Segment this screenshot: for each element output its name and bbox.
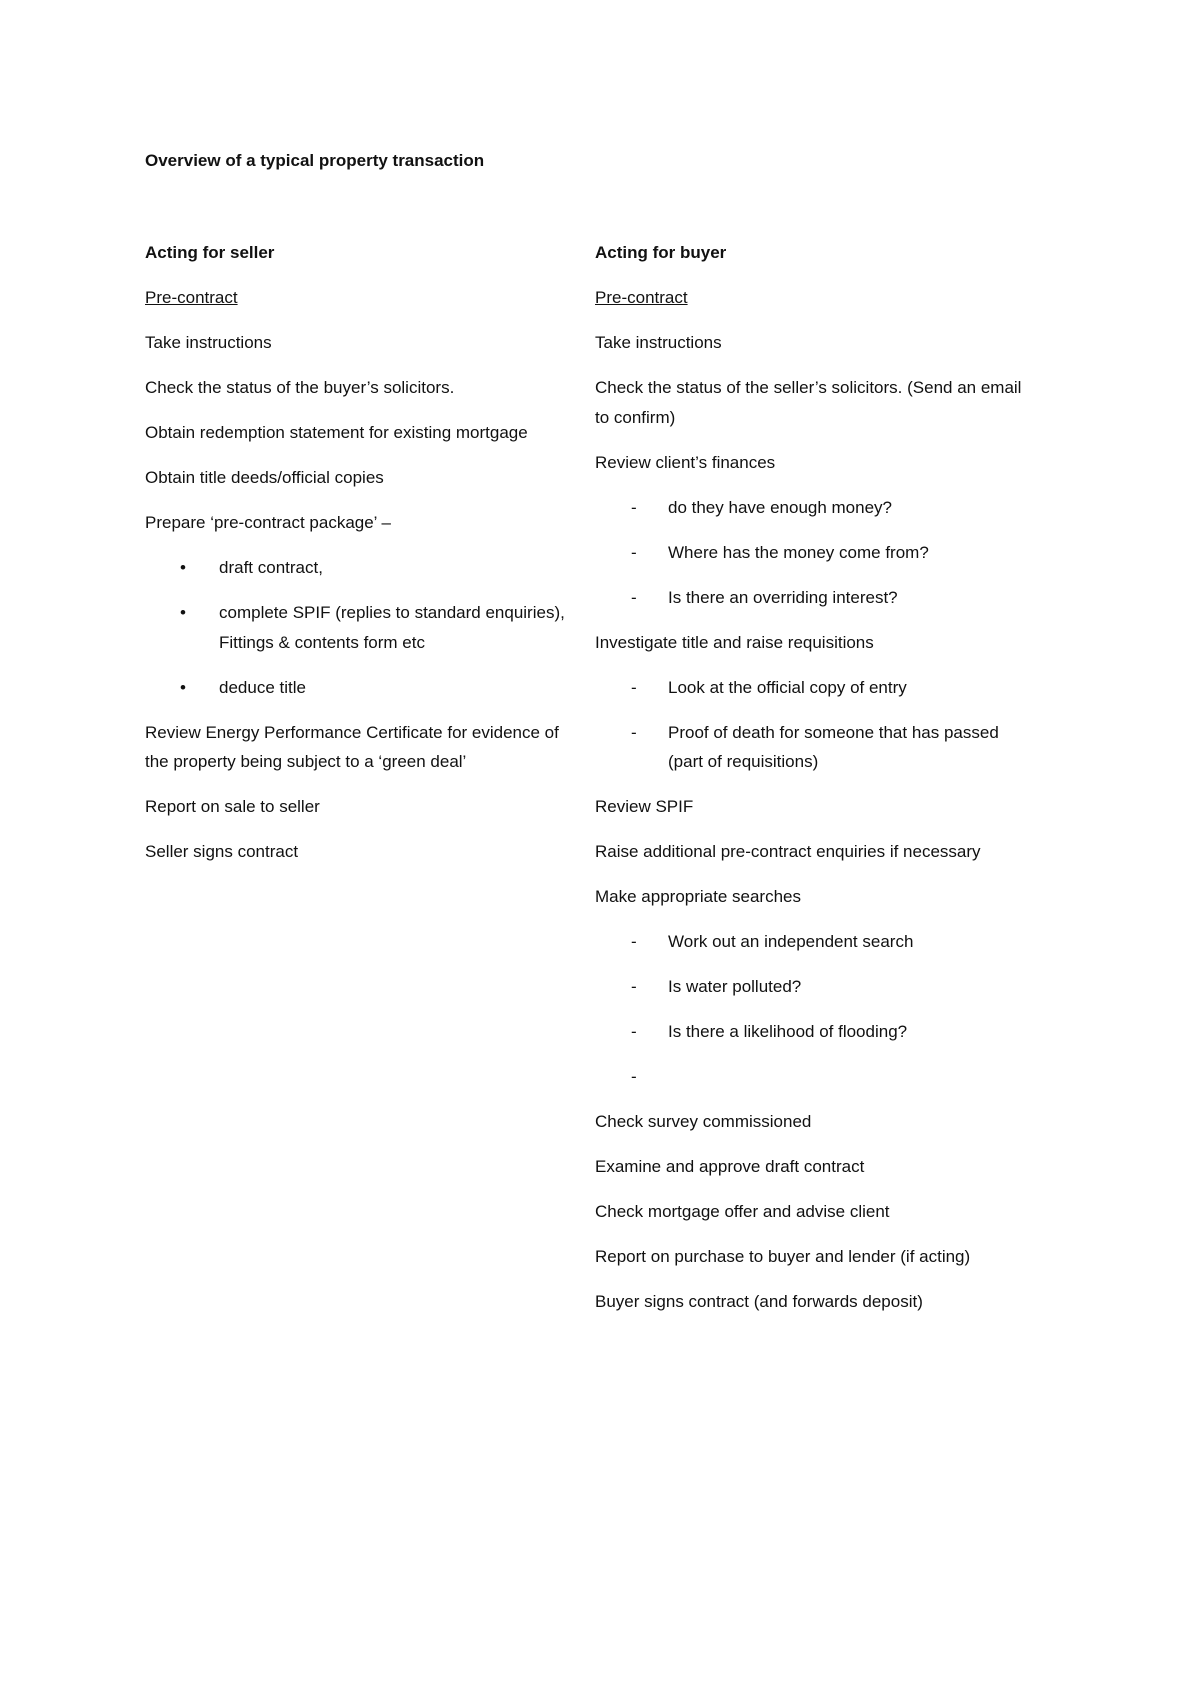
- buyer-column: [595, 238, 1035, 1332]
- dash-item: [595, 927, 1035, 957]
- dash-icon: -: [631, 542, 637, 562]
- dash-icon: -: [631, 977, 637, 996]
- paragraph: Seller signs contract: [145, 842, 299, 861]
- list-item-text: Look at the official copy of entry: [668, 677, 907, 697]
- dash-item: [595, 1062, 1035, 1092]
- seller-column: [145, 238, 577, 882]
- seller-heading: Acting for seller: [145, 243, 275, 262]
- dash-icon: -: [631, 1022, 637, 1041]
- paragraph: Report on sale to seller: [145, 797, 320, 816]
- paragraph: Check the status of the seller’s solicitors. (Send an email to confirm): [595, 378, 1022, 427]
- dash-item: [595, 972, 1035, 1002]
- list-item-text: do they have enough money?: [668, 497, 893, 517]
- bullet-icon: •: [180, 558, 186, 577]
- dash-icon: -: [631, 677, 637, 697]
- paragraph: Raise additional pre-contract enquiries if necessary: [595, 842, 981, 861]
- list-item-text: complete SPIF (replies to standard enquiries), Fittings & contents form etc: [219, 603, 565, 652]
- paragraph: Buyer signs contract (and forwards deposit): [595, 1292, 923, 1311]
- paragraph: Check the status of the buyer’s solicitors.: [145, 378, 455, 397]
- list-item-text: Is there a likelihood of flooding?: [668, 1022, 908, 1041]
- paragraph: Prepare ‘pre-contract package’ –: [145, 513, 392, 532]
- list-item-text: Work out an independent search: [668, 932, 914, 951]
- list-item-text: deduce title: [219, 677, 306, 697]
- dash-item: [595, 493, 1035, 523]
- dash-icon: -: [631, 1067, 637, 1086]
- paragraph: Check mortgage offer and advise client: [595, 1202, 890, 1221]
- bullet-icon: •: [180, 603, 186, 622]
- dash-icon: -: [631, 497, 637, 517]
- bullet-icon: •: [180, 677, 186, 697]
- bullet-item: [145, 673, 577, 703]
- paragraph: Obtain redemption statement for existing mortgage: [145, 423, 528, 442]
- buyer-items: [595, 328, 1035, 1317]
- dash-item: [595, 583, 1035, 613]
- bullet-item: [145, 553, 577, 583]
- buyer-heading: Acting for buyer: [595, 243, 727, 262]
- dash-item: [595, 538, 1035, 568]
- seller-subheading: Pre-contract: [145, 288, 238, 307]
- dash-item: [595, 673, 1035, 703]
- document-title: Overview of a typical property transaction: [145, 151, 485, 170]
- paragraph: Make appropriate searches: [595, 887, 802, 906]
- paragraph: Obtain title deeds/official copies: [145, 468, 384, 487]
- dash-icon: -: [631, 722, 637, 742]
- paragraph: Take instructions: [145, 333, 272, 352]
- paragraph: Review SPIF: [595, 797, 694, 816]
- buyer-subheading: Pre-contract: [595, 288, 688, 307]
- list-item-text: Where has the money come from?: [668, 542, 929, 562]
- list-item-text: Is there an overriding interest?: [668, 587, 898, 607]
- paragraph: Take instructions: [595, 333, 722, 352]
- bullet-item: [145, 598, 577, 657]
- paragraph: Investigate title and raise requisitions: [595, 632, 874, 652]
- dash-item: [595, 1017, 1035, 1047]
- dash-icon: -: [631, 932, 637, 951]
- list-item-text: Proof of death for someone that has passed (part of requisitions): [668, 722, 999, 771]
- paragraph: Check survey commissioned: [595, 1112, 812, 1131]
- paragraph: Review client’s finances: [595, 452, 776, 472]
- paragraph: Report on purchase to buyer and lender (if acting): [595, 1247, 971, 1266]
- list-item-text: Is water polluted?: [668, 977, 802, 996]
- paragraph: Examine and approve draft contract: [595, 1157, 865, 1176]
- dash-icon: -: [631, 587, 637, 607]
- list-item-text: draft contract,: [219, 558, 323, 577]
- dash-item: [595, 718, 1035, 777]
- seller-items: [145, 328, 577, 867]
- paragraph: Review Energy Performance Certificate for evidence of the property being subject to a ‘green deal’: [145, 722, 559, 771]
